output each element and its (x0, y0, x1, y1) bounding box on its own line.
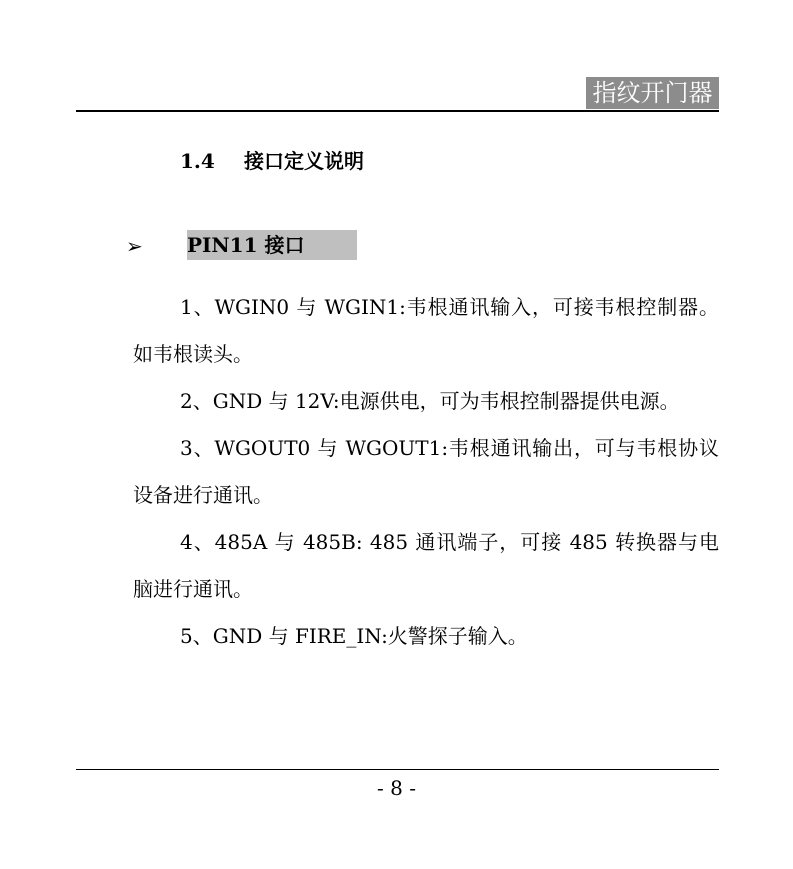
paragraph-1: 1、WGIN0 与 WGIN1:韦根通讯输入，可接韦根控制器。如韦根读头。 (133, 295, 719, 366)
header-title: 指纹开门器 (586, 77, 719, 109)
paragraph-2: 2、GND 与 12V:电源供电，可为韦根控制器提供电源。 (180, 389, 680, 413)
paragraph-5: 5、GND 与 FIRE_IN:火警探子输入。 (180, 624, 528, 648)
page-number: - 8 - (377, 776, 416, 800)
footer-divider (76, 769, 719, 770)
section-heading (180, 146, 364, 176)
subsection-title: PIN11 接口 (187, 230, 357, 260)
paragraph-3: 3、WGOUT0 与 WGOUT1:韦根通讯输出，可与韦根协议设备进行通讯。 (133, 436, 719, 507)
section-number: 1.4 (180, 149, 215, 173)
paragraph-4: 4、485A 与 485B: 485 通讯端子，可接 485 转换器与电脑进行通讯。 (133, 530, 719, 601)
section-title: 接口定义说明 (244, 149, 364, 173)
arrow-bullet-icon: ➢ (126, 234, 143, 258)
header-divider (76, 110, 719, 112)
